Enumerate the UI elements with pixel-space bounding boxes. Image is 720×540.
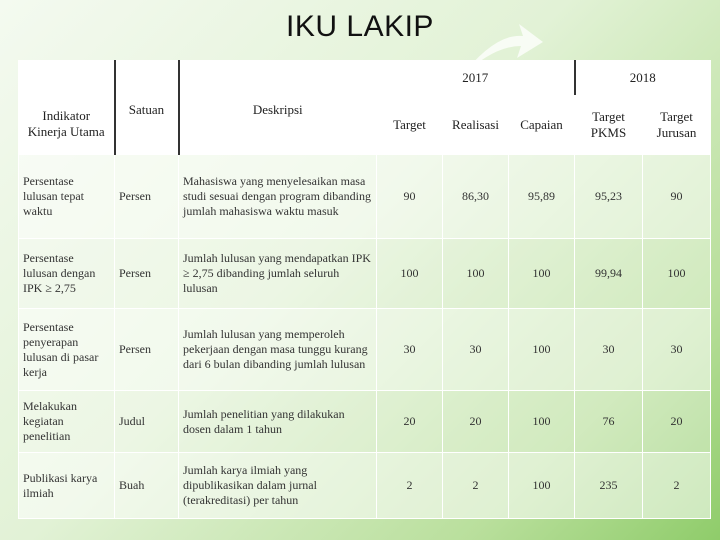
realisasi-cell: 2: [443, 453, 509, 519]
satuan-cell: Persen: [115, 309, 179, 391]
satuan-cell: Buah: [115, 453, 179, 519]
capaian-cell: 100: [509, 309, 575, 391]
target-jurusan-cell: 100: [643, 239, 711, 309]
header-target-jurusan: Target Jurusan: [643, 95, 711, 155]
table-row: [19, 155, 711, 239]
capaian-cell: 95,89: [509, 155, 575, 239]
deskripsi-cell: Jumlah penelitian yang dilakukan dosen dalam 1 tahun: [179, 391, 377, 453]
target-jurusan-cell: 2: [643, 453, 711, 519]
satuan-cell: Persen: [115, 239, 179, 309]
indikator-cell: Publikasi karya ilmiah: [19, 453, 115, 519]
capaian-cell: 100: [509, 453, 575, 519]
deskripsi-cell: Jumlah lulusan yang mendapatkan IPK ≥ 2,75 dibanding jumlah seluruh lulusan: [179, 239, 377, 309]
realisasi-cell: 20: [443, 391, 509, 453]
capaian-cell: 100: [509, 239, 575, 309]
header-target-pkms: Target PKMS: [575, 95, 643, 155]
deskripsi-cell: Jumlah lulusan yang memperoleh pekerjaan dengan masa tunggu kurang dari 6 bulan dibanding jumlah lulusan: [179, 309, 377, 391]
realisasi-cell: 30: [443, 309, 509, 391]
table-row: [19, 453, 711, 519]
deskripsi-cell: Mahasiswa yang menyelesaikan masa studi sesuai dengan program dibanding jumlah mahasiswa waktu masuk: [179, 155, 377, 239]
deskripsi-cell: Jumlah karya ilmiah yang dipublikasikan dalam jurnal (terakreditasi) per tahun: [179, 453, 377, 519]
realisasi-cell: 100: [443, 239, 509, 309]
target-cell: 20: [377, 391, 443, 453]
target-cell: 100: [377, 239, 443, 309]
table-row: [19, 309, 711, 391]
table-row: [19, 391, 711, 453]
indikator-cell: Persentase lulusan tepat waktu: [19, 155, 115, 239]
realisasi-cell: 86,30: [443, 155, 509, 239]
indikator-cell: Persentase penyerapan lulusan di pasar kerja: [19, 309, 115, 391]
header-year-2018: 2018: [575, 61, 711, 95]
header-deskripsi: Deskripsi: [179, 61, 377, 155]
capaian-cell: 100: [509, 391, 575, 453]
target-pkms-cell: 95,23: [575, 155, 643, 239]
target-pkms-cell: 76: [575, 391, 643, 453]
iku-table: [18, 60, 711, 519]
page-title: IKU LAKIP: [286, 10, 434, 43]
satuan-cell: Judul: [115, 391, 179, 453]
header-year-2017: 2017: [377, 61, 575, 95]
header-indikator: Indikator Kinerja Utama: [19, 61, 115, 155]
target-jurusan-cell: 20: [643, 391, 711, 453]
header-target: Target: [377, 95, 443, 155]
header-satuan: Satuan: [115, 61, 179, 155]
header-capaian: Capaian: [509, 95, 575, 155]
table-row: [19, 239, 711, 309]
target-jurusan-cell: 30: [643, 309, 711, 391]
target-cell: 30: [377, 309, 443, 391]
target-pkms-cell: 30: [575, 309, 643, 391]
satuan-cell: Persen: [115, 155, 179, 239]
target-cell: 90: [377, 155, 443, 239]
header-realisasi: Realisasi: [443, 95, 509, 155]
target-pkms-cell: 235: [575, 453, 643, 519]
target-jurusan-cell: 90: [643, 155, 711, 239]
target-pkms-cell: 99,94: [575, 239, 643, 309]
target-cell: 2: [377, 453, 443, 519]
indikator-cell: Persentase lulusan dengan IPK ≥ 2,75: [19, 239, 115, 309]
indikator-cell: Melakukan kegiatan penelitian: [19, 391, 115, 453]
